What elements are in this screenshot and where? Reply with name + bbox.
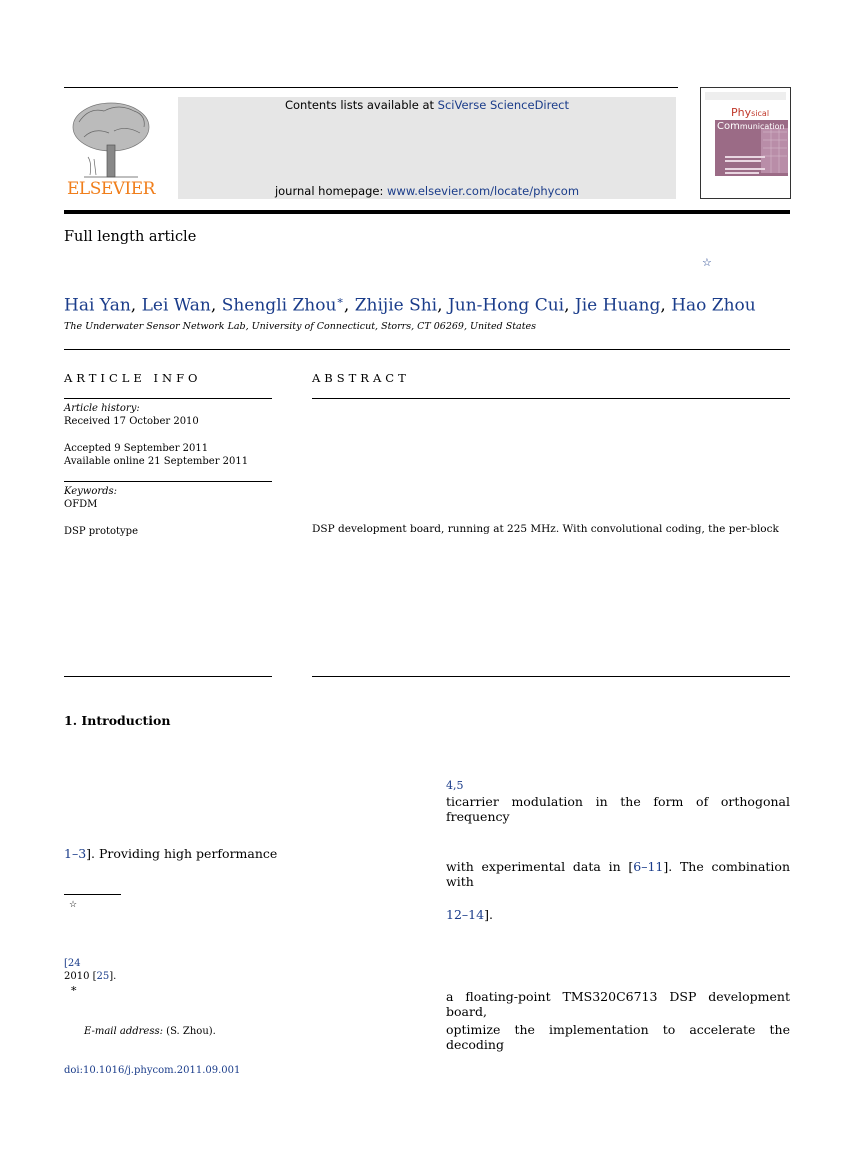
masthead-thick-rule <box>64 210 790 214</box>
intro-text: with experimental data in [ <box>446 859 634 874</box>
citation-link[interactable]: 25 <box>96 971 110 982</box>
footnote-asterisk: ∗ <box>70 982 78 995</box>
intro-right-line: optimize the implementation to accelerate the decoding <box>446 1022 790 1052</box>
keywords-block <box>64 485 138 538</box>
keyword: OFDM <box>64 499 98 510</box>
author-name[interactable]: Lei Wan <box>141 295 211 316</box>
author-sep: , <box>210 295 222 316</box>
author-name[interactable]: Shengli Zhou <box>221 295 337 316</box>
footnote-star: ☆ <box>69 900 78 910</box>
info-rule-bottom <box>64 676 272 677</box>
publisher-name: ELSEVIER <box>67 179 155 199</box>
doi-link[interactable]: doi:10.1016/j.phycom.2011.09.001 <box>64 1065 241 1076</box>
author-sep: , <box>660 295 672 316</box>
intro-text: ]. The combination with <box>446 859 790 889</box>
keywords-label: Keywords: <box>64 486 118 497</box>
footnote-rule <box>64 894 121 895</box>
abstract-rule-top <box>312 398 790 399</box>
section-heading: 1. Introduction <box>64 713 171 728</box>
received-date: Received 17 October 2010 <box>64 416 199 427</box>
cover-title-bottom <box>717 121 785 132</box>
homepage-line <box>178 184 676 198</box>
author-name[interactable]: Jie Huang <box>574 295 661 316</box>
journal-cover <box>700 87 791 199</box>
author-name[interactable]: Hai Yan <box>64 295 131 316</box>
cover-title-c: Com <box>717 121 740 132</box>
cover-title-a: Phy <box>731 106 752 119</box>
title-footnote-star[interactable]: ☆ <box>702 256 712 269</box>
email-label: E-mail address: <box>84 1026 163 1037</box>
author-sep: , <box>343 295 355 316</box>
author-list <box>64 294 756 316</box>
author-name[interactable]: Jun-Hong Cui <box>447 295 565 316</box>
footnote-text: ]. <box>109 971 117 982</box>
author-sep: , <box>564 295 575 316</box>
homepage-link[interactable]: www.elsevier.com/locate/phycom <box>387 184 580 198</box>
homepage-prefix: journal homepage: <box>274 184 388 198</box>
email-footnote <box>84 1025 216 1038</box>
cover-title-top <box>731 106 769 119</box>
intro-right-line <box>446 859 790 889</box>
cover-image <box>701 88 790 198</box>
contents-prefix: Contents lists available at <box>284 98 438 112</box>
abstract-line: DSP development board, running at 225 MHz. With convolutional coding, the per-block <box>312 523 779 535</box>
corresponding-mark[interactable]: ∗ <box>336 294 344 307</box>
intro-left-text <box>64 846 277 861</box>
citation-link[interactable]: 1–3 <box>64 846 87 861</box>
sciencedirect-link[interactable]: SciVerse ScienceDirect <box>437 98 570 112</box>
abstract-heading: ABSTRACT <box>312 371 410 385</box>
contents-line <box>178 98 676 112</box>
masthead-box <box>178 97 676 199</box>
article-type: Full length article <box>64 229 197 245</box>
email-owner: (S. Zhou). <box>162 1026 216 1037</box>
elsevier-logo <box>64 97 158 197</box>
header-divider <box>64 349 790 350</box>
history-block <box>64 402 248 468</box>
online-date: Available online 21 September 2011 <box>64 456 249 467</box>
citation-link[interactable]: 12–14 <box>446 907 485 922</box>
intro-right-line: a floating-point TMS320C6713 DSP development board, <box>446 989 790 1019</box>
info-rule-1 <box>64 398 272 399</box>
abstract-rule-bottom <box>312 676 790 677</box>
author-sep: , <box>437 295 448 316</box>
top-rule <box>64 87 678 88</box>
author-name[interactable]: Hao Zhou <box>671 295 756 316</box>
intro-right-line <box>446 907 493 922</box>
info-rule-2 <box>64 481 272 482</box>
intro-right-line: ticarrier modulation in the form of orthogonal frequency <box>446 794 790 824</box>
superscript-ref[interactable]: 4,5 <box>446 779 464 792</box>
cover-title-d: munication <box>739 122 785 131</box>
intro-text: ]. <box>484 907 493 922</box>
footnote-text: 2010 [ <box>64 971 97 982</box>
author-sep: , <box>130 295 142 316</box>
article-info-heading: ARTICLE INFO <box>64 371 202 385</box>
author-name[interactable]: Zhijie Shi <box>354 295 438 316</box>
keyword: DSP prototype <box>64 526 139 537</box>
intro-text: ]. Providing high performance <box>86 846 278 861</box>
accepted-date: Accepted 9 September 2011 <box>64 443 209 454</box>
history-label: Article history: <box>64 403 140 414</box>
citation-link[interactable]: 6–11 <box>633 859 664 874</box>
cover-title-b: sical <box>751 109 770 118</box>
citation-link[interactable]: [24 <box>64 958 81 969</box>
affiliation: The Underwater Sensor Network Lab, University of Connecticut, Storrs, CT 06269, United States <box>64 321 537 332</box>
